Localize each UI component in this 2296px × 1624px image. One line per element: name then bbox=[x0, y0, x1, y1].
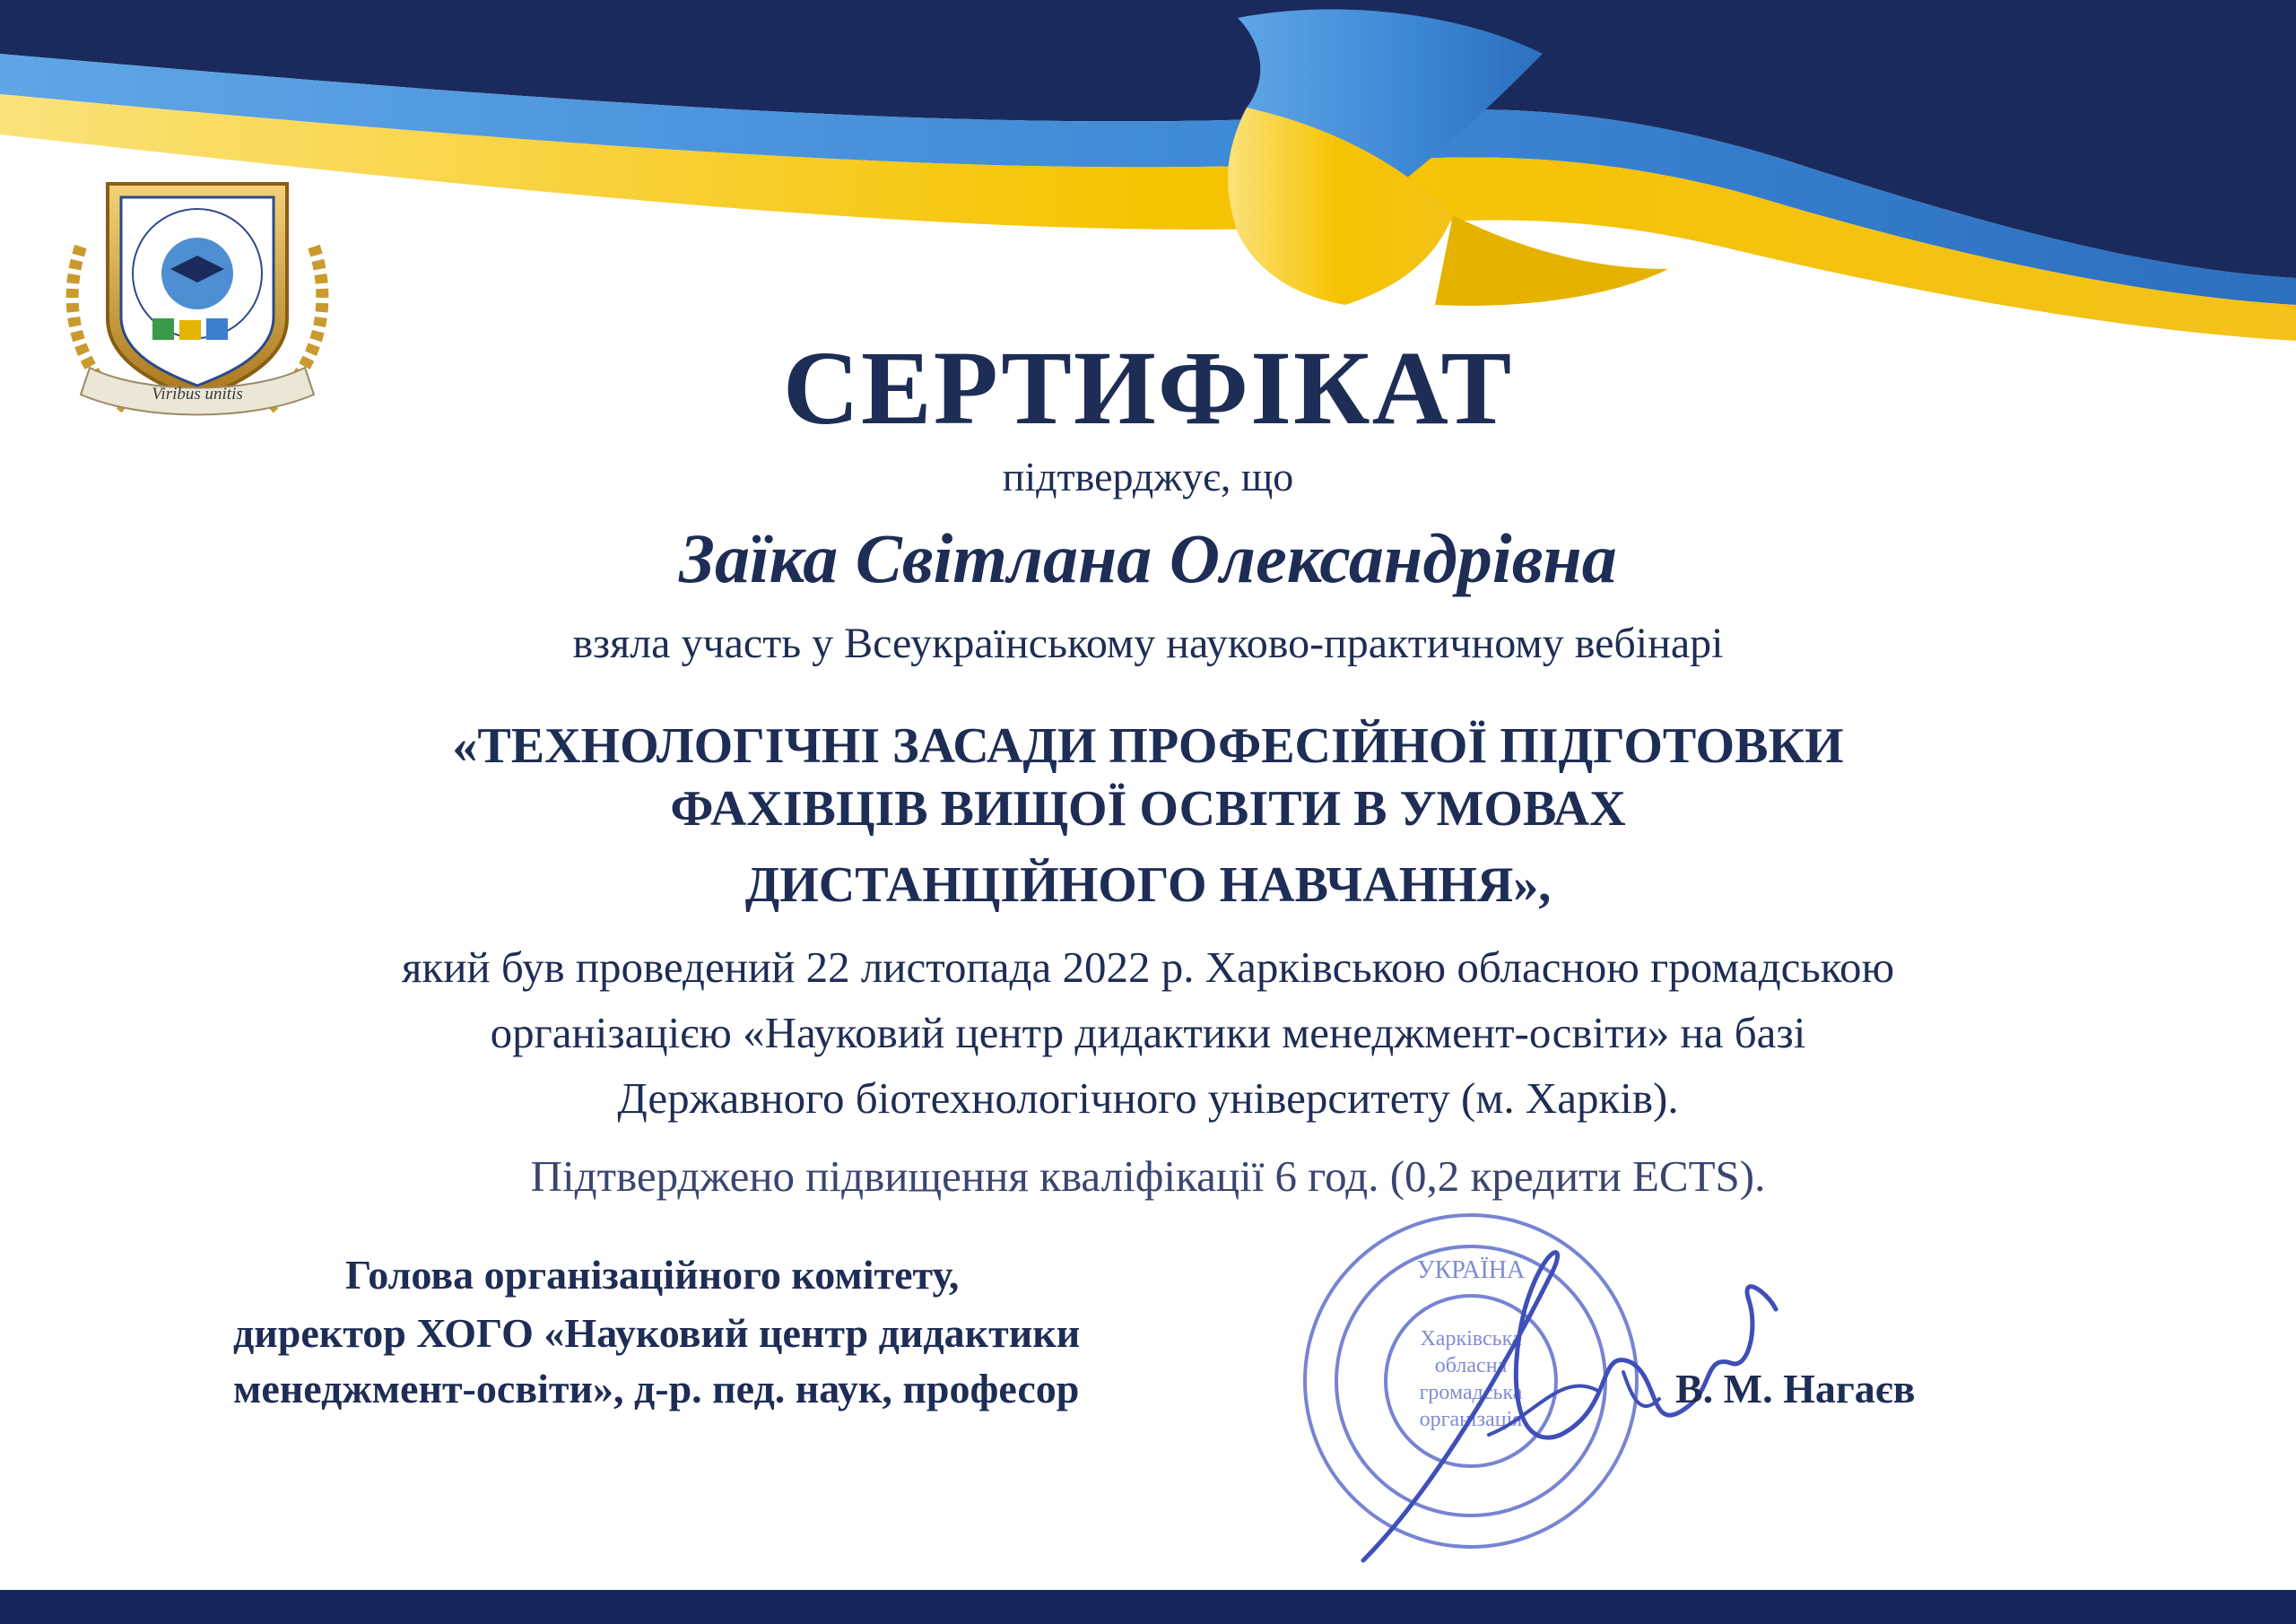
svg-text:Viribus unitis: Viribus unitis bbox=[152, 385, 243, 404]
svg-text:громадська: громадська bbox=[1419, 1381, 1523, 1404]
signer-name: В. М. Нагаєв bbox=[1675, 1366, 1916, 1411]
webinar-topic-line: «ТЕХНОЛОГІЧНІ ЗАСАДИ ПРОФЕСІЙНОЇ ПІДГОТОВКИ bbox=[452, 718, 1844, 774]
event-description-line: який був проведений 22 листопада 2022 р. Харківською обласною громадською bbox=[401, 942, 1895, 992]
event-description-line: організацією «Науковий центр дидактики менеджмент-освіти» на базі bbox=[490, 1008, 1806, 1057]
svg-text:УКРАЇНА: УКРАЇНА bbox=[1416, 1256, 1526, 1284]
webinar-topic-line: ФАХІВЦІВ ВИЩОЇ ОСВІТИ В УМОВАХ bbox=[670, 781, 1626, 837]
signatory-title-line: директор ХОГО «Науковий центр дидактики bbox=[233, 1310, 1081, 1356]
participation-text: взяла участь у Всеукраїнському науково-практичному вебінарі bbox=[572, 620, 1724, 667]
signatory-title-line: менеджмент-освіти», д-р. пед. наук, професор bbox=[233, 1366, 1080, 1411]
signatory-title-line: Голова організаційного комітету, bbox=[345, 1252, 960, 1298]
svg-text:Харківська: Харківська bbox=[1420, 1327, 1522, 1350]
qualification-text: Підтверджено підвищення кваліфікації 6 год. (0,2 кредити ECTS). bbox=[530, 1151, 1766, 1201]
webinar-topic-line: ДИСТАНЦІЙНОГО НАВЧАННЯ», bbox=[744, 857, 1552, 913]
svg-text:організація: організація bbox=[1419, 1408, 1523, 1431]
certificate-title: СЕРТИФІКАТ bbox=[782, 329, 1514, 447]
svg-text:обласна: обласна bbox=[1434, 1354, 1508, 1377]
event-description-line: Державного біотехнологічного університету (м. Харків). bbox=[617, 1073, 1679, 1123]
recipient-name: Заїка Світлана Олександрівна bbox=[679, 519, 1617, 597]
footer-bar bbox=[0, 1590, 2296, 1624]
confirms-text: підтверджує, що bbox=[1002, 454, 1294, 499]
